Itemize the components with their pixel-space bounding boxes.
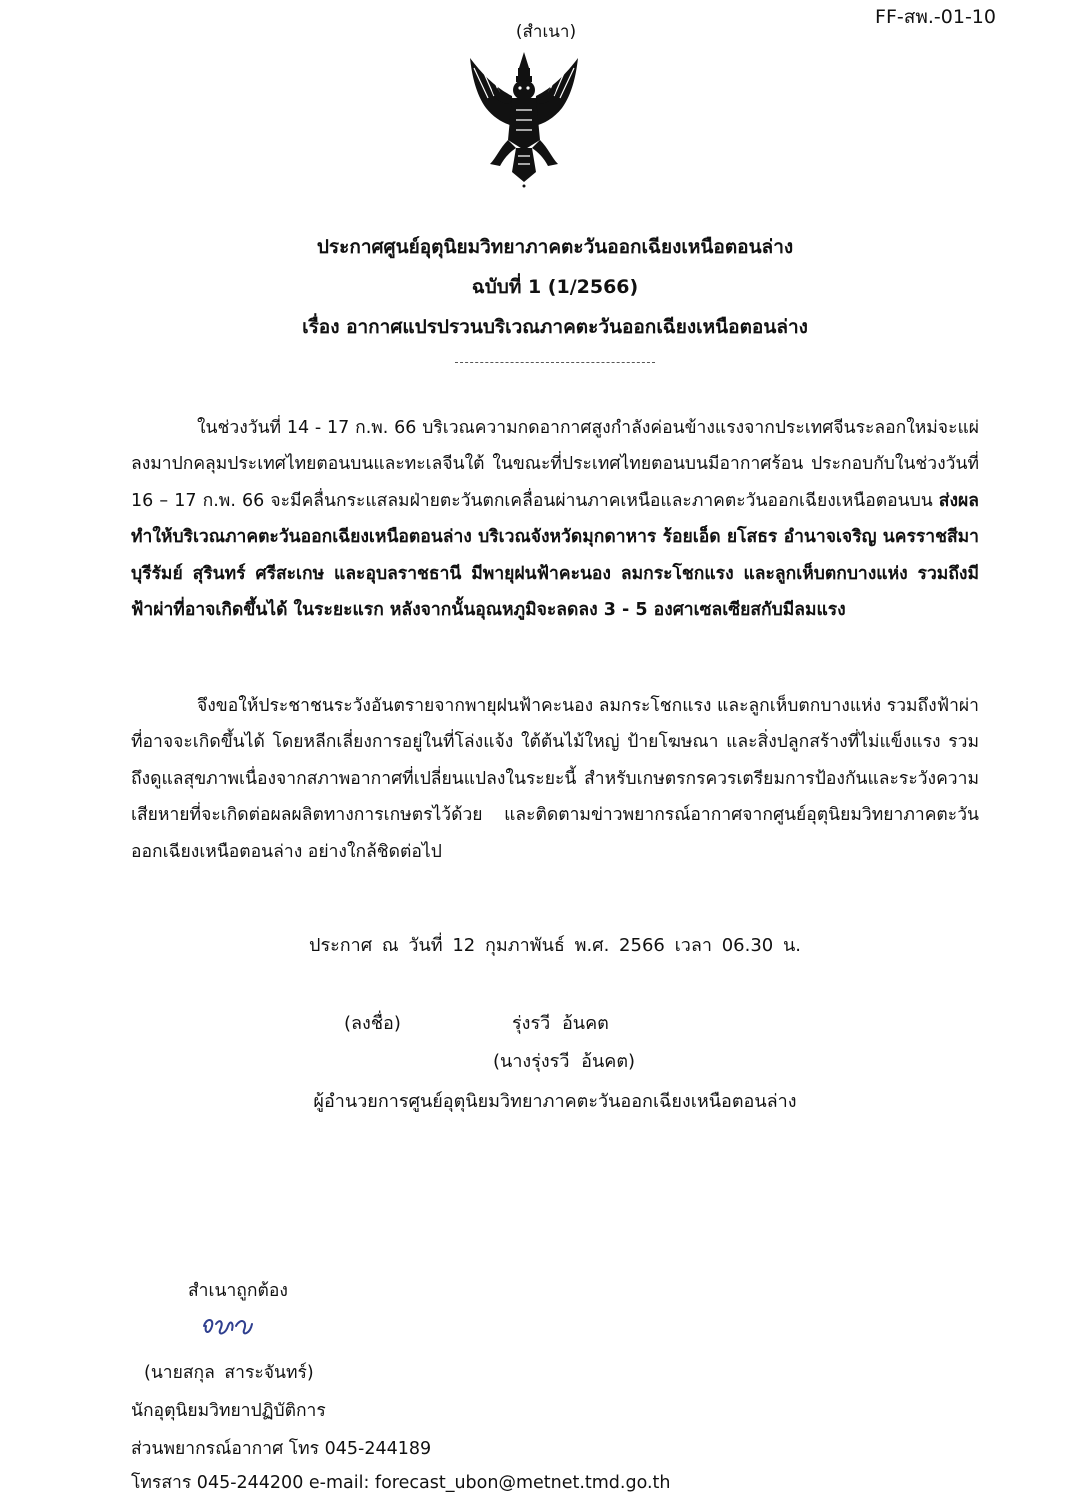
announcement-number: ฉบับที่ 1 (1/2566): [471, 276, 639, 298]
signatory-full-name: (นางรุ่งรวี อ้นคต): [493, 1051, 636, 1072]
document-code: FF-สพ.-01-10: [875, 6, 996, 28]
signatory-position: ผู้อำนวยการศูนย์อุตุนิยมวิทยาภาคตะวันออกเฉียงเหนือตอนล่าง: [313, 1091, 797, 1112]
paragraph-advice: [131, 688, 979, 870]
paragraph-situation: [131, 410, 979, 628]
paragraph-situation-text: ในช่วงวันที่ 14 - 17 ก.พ. 66 บริเวณความกดอากาศสูงกำลังค่อนข้างแรงจากประเทศจีนระลอกใหม่จะแผ่ลงมาปกคลุมประเทศไทยตอนบนและทะเลจีนใต้ ในขณะที่ประเทศไทยตอนบนมีอากาศร้อน ประกอบกับในช่วงวันที่ 16 – 17 ก.พ. 66 จะมีคลื่นกระแสลมฝ่ายตะวันตกเคลื่อนผ่านภาคเหนือและภาคตะวันออกเฉียงเหนือตอนบน: [131, 418, 979, 511]
handwritten-signature-icon: [200, 1312, 256, 1342]
announcement-date: ประกาศ ณ วันที่ 12 กุมภาพันธ์ พ.ศ. 2566 เวลา 06.30 น.: [309, 935, 801, 956]
paragraph-situation-impact: ส่งผลทำให้บริเวณภาคตะวันออกเฉียงเหนือตอนล่าง บริเวณจังหวัดมุกดาหาร ร้อยเอ็ด ยโสธร อำนาจเจริญ นครราชสีมา บุรีรัมย์ สุรินทร์ ศรีสะเกษ และอุบลราชธานี มีพายุฝนฟ้าคะนอง ลมกระโชกแรง และลูกเห็บตกบางแห่ง รวมถึงมีฟ้าผ่าที่อาจเกิดขึ้นได้ ในระยะแรก หลังจากนั้นอุณหภูมิจะลดลง 3 - 5 องศาเซลเซียสกับมีลมแรง: [131, 490, 979, 621]
paragraph-advice-text: จึงขอให้ประชาชนระวังอันตรายจากพายุฝนฟ้าคะนอง ลมกระโชกแรง และลูกเห็บตกบางแห่ง รวมถึงฟ้าผ่าที่อาจจะเกิดขึ้นได้ โดยหลีกเลี่ยงการอยู่ในที่โล่งแจ้ง ใต้ต้นไม้ใหญ่ ป้ายโฆษณา และสิ่งปลูกสร้างที่ไม่แข็งแรง รวมถึงดูแลสุขภาพเนื่องจากสภาพอากาศที่เปลี่ยนแปลงในระยะนี้ สำหรับเกษตรกรควรเตรียมการป้องกันและระวังความเสียหายที่จะเกิดต่อผลผลิตทางการเกษตรไว้ด้วย และติดตามข่าวพยากรณ์อากาศจากศูนย์อุตุนิยมวิทยาภาคตะวันออกเฉียงเหนือตอนล่าง อย่างใกล้ชิดต่อไป: [131, 696, 979, 862]
fax-email: โทรสาร 045-244200 e-mail: forecast_ubon@metnet.tmd.go.th: [131, 1473, 671, 1493]
header-divider: [455, 362, 655, 363]
certifier-name: (นายสกุล สาระจันทร์): [144, 1363, 314, 1383]
signature-label: (ลงชื่อ): [344, 1013, 401, 1034]
copy-label: (สำเนา): [515, 22, 577, 42]
announcement-issuer: ประกาศศูนย์อุตุนิยมวิทยาภาคตะวันออกเฉียงเหนือตอนล่าง: [316, 236, 794, 258]
garuda-emblem-icon: [466, 50, 582, 190]
announcement-subject: เรื่อง อากาศแปรปรวนบริเวณภาคตะวันออกเฉียงเหนือตอนล่าง: [302, 316, 808, 338]
certifier-position: นักอุตุนิยมวิทยาปฏิบัติการ: [131, 1401, 326, 1421]
certified-copy-label: สำเนาถูกต้อง: [188, 1281, 288, 1301]
signature-name: รุ่งรวี อ้นคต: [512, 1013, 609, 1034]
department-phone: ส่วนพยากรณ์อากาศ โทร 045-244189: [131, 1439, 432, 1459]
